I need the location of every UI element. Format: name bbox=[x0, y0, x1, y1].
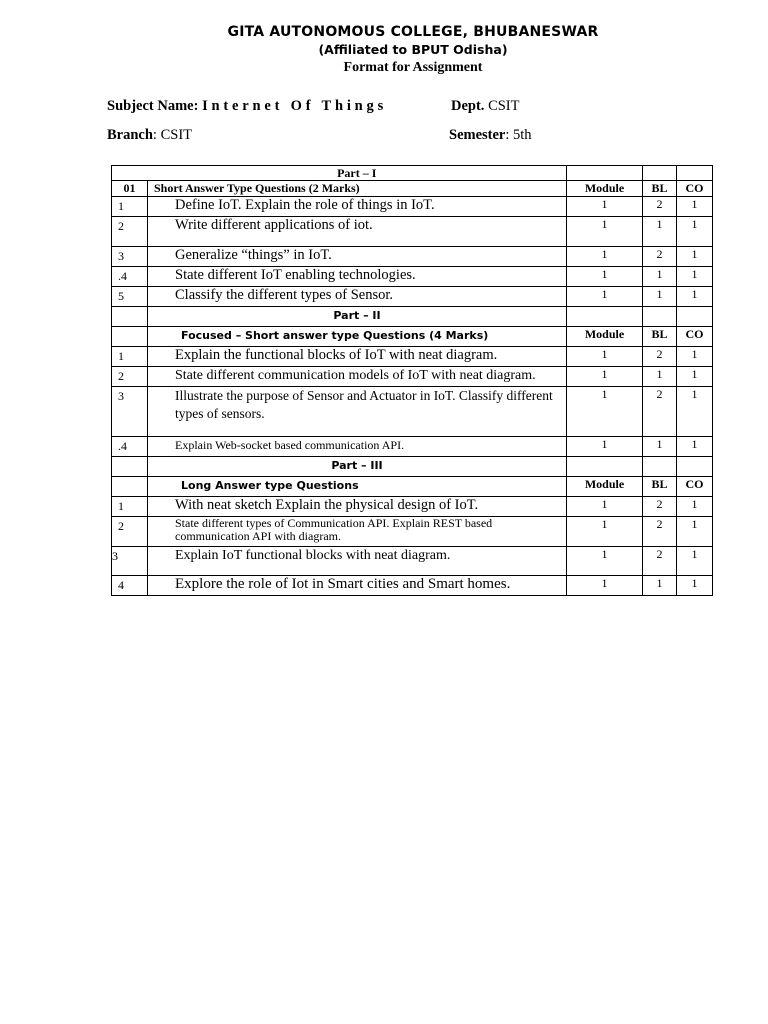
q-module: 1 bbox=[567, 387, 643, 437]
semester-label: Semester bbox=[449, 127, 506, 143]
question-text: Explain Web-socket based communication API. bbox=[148, 437, 567, 457]
dept-line bbox=[451, 98, 519, 115]
part3-blank-module bbox=[567, 457, 643, 477]
part3-code bbox=[112, 477, 148, 497]
q-co: 1 bbox=[677, 576, 713, 596]
q-no: 2 bbox=[112, 367, 148, 387]
q-co: 1 bbox=[677, 197, 713, 217]
subject-line bbox=[107, 98, 387, 115]
q-no: 5 bbox=[112, 287, 148, 307]
part3-title: Part – III bbox=[148, 457, 567, 477]
q-no: 2 bbox=[112, 217, 148, 247]
q-co: 1 bbox=[677, 547, 713, 576]
q-bl: 2 bbox=[643, 547, 677, 576]
subject-value: Internet Of Things bbox=[202, 98, 388, 114]
q-co: 1 bbox=[677, 217, 713, 247]
q-co: 1 bbox=[677, 497, 713, 517]
table-row bbox=[112, 367, 713, 387]
q-co: 1 bbox=[677, 347, 713, 367]
part2-code bbox=[112, 327, 148, 347]
subject-colon: : bbox=[193, 98, 203, 114]
question-text: Explain IoT functional blocks with neat diagram. bbox=[148, 547, 567, 576]
table-row bbox=[112, 387, 713, 437]
q-module: 1 bbox=[567, 247, 643, 267]
q-module: 1 bbox=[567, 497, 643, 517]
part3-blank-bl bbox=[643, 457, 677, 477]
q-no: 3 bbox=[112, 247, 148, 267]
question-text: Generalize “things” in IoT. bbox=[148, 247, 567, 267]
q-no: 1 bbox=[112, 197, 148, 217]
q-co: 1 bbox=[677, 437, 713, 457]
table-row bbox=[112, 247, 713, 267]
question-text: Define IoT. Explain the role of things in IoT. bbox=[148, 197, 567, 217]
q-no: 2 bbox=[112, 517, 148, 547]
branch-value: CSIT bbox=[160, 127, 192, 143]
col-co: CO bbox=[677, 477, 713, 497]
part2-heading: Focused – Short answer type Questions (4 Marks) bbox=[148, 327, 567, 347]
q-no: .4 bbox=[112, 267, 148, 287]
q-bl: 2 bbox=[643, 247, 677, 267]
q-co: 1 bbox=[677, 267, 713, 287]
format-title: Format for Assignment bbox=[343, 60, 483, 75]
dept-value: CSIT bbox=[488, 98, 520, 114]
q-module: 1 bbox=[567, 517, 643, 547]
q-co: 1 bbox=[677, 517, 713, 547]
q-bl: 2 bbox=[643, 197, 677, 217]
q-bl: 1 bbox=[643, 267, 677, 287]
part1-blank-module bbox=[567, 166, 643, 181]
dept-label: Dept. bbox=[451, 98, 485, 114]
part1-code: 01 bbox=[112, 181, 148, 197]
semester-value: 5th bbox=[513, 127, 532, 143]
table-row bbox=[112, 437, 713, 457]
q-no: .4 bbox=[112, 437, 148, 457]
question-text: Explore the role of Iot in Smart cities and Smart homes. bbox=[148, 576, 567, 596]
q-co: 1 bbox=[677, 387, 713, 437]
part3-heading: Long Answer type Questions bbox=[148, 477, 567, 497]
table-row bbox=[112, 347, 713, 367]
table-row bbox=[112, 547, 713, 576]
question-text: State different types of Communication API. Explain REST based communication API with diagram. bbox=[148, 517, 567, 547]
part2-blank-co bbox=[677, 307, 713, 327]
q-co: 1 bbox=[677, 287, 713, 307]
table-row bbox=[112, 497, 713, 517]
col-bl: BL bbox=[643, 181, 677, 197]
col-bl: BL bbox=[643, 477, 677, 497]
q-module: 1 bbox=[567, 217, 643, 247]
table-row bbox=[112, 517, 713, 547]
q-co: 1 bbox=[677, 247, 713, 267]
subject-label: Subject Name bbox=[107, 98, 194, 114]
question-text: Illustrate the purpose of Sensor and Actuator in IoT. Classify different types of sensors. bbox=[148, 387, 567, 437]
q-bl: 2 bbox=[643, 497, 677, 517]
affiliation: (Affiliated to BPUT Odisha) bbox=[318, 42, 508, 57]
col-co: CO bbox=[677, 181, 713, 197]
col-co: CO bbox=[677, 327, 713, 347]
question-text: With neat sketch Explain the physical design of IoT. bbox=[148, 497, 567, 517]
part2-spacer bbox=[112, 307, 148, 327]
col-module: Module bbox=[567, 327, 643, 347]
part1-title: Part – I bbox=[148, 166, 567, 181]
col-module: Module bbox=[567, 477, 643, 497]
q-bl: 1 bbox=[643, 437, 677, 457]
question-text: State different IoT enabling technologies. bbox=[148, 267, 567, 287]
table-row bbox=[112, 576, 713, 596]
q-bl: 1 bbox=[643, 367, 677, 387]
semester-line: Semester: 5th bbox=[449, 127, 532, 143]
q-bl: 1 bbox=[643, 217, 677, 247]
table-row bbox=[112, 287, 713, 307]
part2-blank-bl bbox=[643, 307, 677, 327]
branch-label: Branch bbox=[107, 127, 153, 143]
part2-title: Part – II bbox=[148, 307, 567, 327]
table-row bbox=[112, 197, 713, 217]
question-text: State different communication models of IoT with neat diagram. bbox=[148, 367, 567, 387]
q-no: 3 bbox=[112, 387, 148, 437]
col-module: Module bbox=[567, 181, 643, 197]
q-module: 1 bbox=[567, 267, 643, 287]
q-module: 1 bbox=[567, 347, 643, 367]
assignment-table bbox=[111, 165, 713, 596]
table-row bbox=[112, 267, 713, 287]
q-module: 1 bbox=[567, 576, 643, 596]
part2-blank-module bbox=[567, 307, 643, 327]
q-no: 1 bbox=[112, 347, 148, 367]
q-no: 4 bbox=[112, 576, 148, 596]
question-text: Classify the different types of Sensor. bbox=[148, 287, 567, 307]
q-no: 3 bbox=[112, 547, 148, 576]
q-co: 1 bbox=[677, 367, 713, 387]
branch-line: Branch: CSIT bbox=[107, 127, 192, 143]
q-module: 1 bbox=[567, 287, 643, 307]
part1-blank-co bbox=[677, 166, 713, 181]
col-bl: BL bbox=[643, 327, 677, 347]
question-text: Explain the functional blocks of IoT with neat diagram. bbox=[148, 347, 567, 367]
college-name: GITA AUTONOMOUS COLLEGE, BHUBANESWAR bbox=[227, 24, 599, 40]
question-text: Write different applications of iot. bbox=[148, 217, 567, 247]
q-bl: 1 bbox=[643, 287, 677, 307]
q-bl: 2 bbox=[643, 347, 677, 367]
q-module: 1 bbox=[567, 437, 643, 457]
part1-blank-bl bbox=[643, 166, 677, 181]
q-bl: 2 bbox=[643, 517, 677, 547]
q-bl: 1 bbox=[643, 576, 677, 596]
part3-spacer bbox=[112, 457, 148, 477]
table-row bbox=[112, 217, 713, 247]
q-module: 1 bbox=[567, 367, 643, 387]
q-module: 1 bbox=[567, 197, 643, 217]
part1-spacer bbox=[112, 166, 148, 181]
q-no: 1 bbox=[112, 497, 148, 517]
part3-blank-co bbox=[677, 457, 713, 477]
q-bl: 2 bbox=[643, 387, 677, 437]
part1-heading: Short Answer Type Questions (2 Marks) bbox=[148, 181, 567, 197]
q-module: 1 bbox=[567, 547, 643, 576]
